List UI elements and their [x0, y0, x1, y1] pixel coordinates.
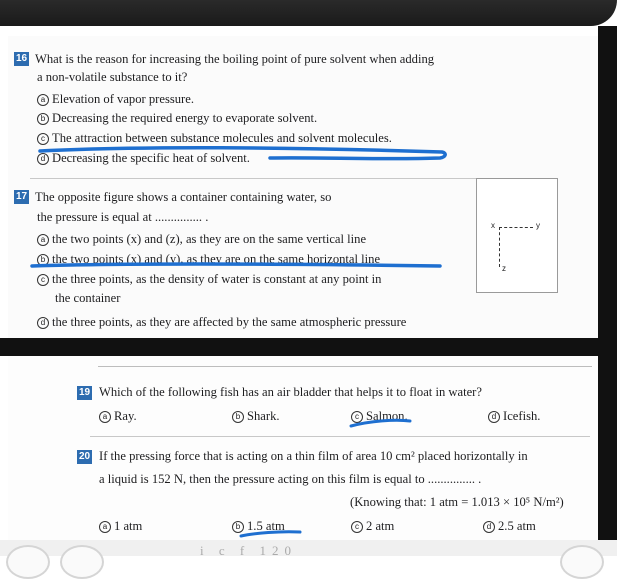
- point-x-label: x: [491, 221, 495, 230]
- q17-stem-line2: the pressure is equal at ............... .: [37, 210, 209, 224]
- option-marker-d: d: [483, 521, 495, 533]
- q20-option-d: [483, 518, 536, 534]
- page-divider: [0, 338, 598, 356]
- q17-option-c-continued: the container: [55, 291, 121, 305]
- option-marker-c: c: [37, 274, 49, 286]
- point-z-label: z: [502, 264, 506, 273]
- option-marker-c: c: [37, 133, 49, 145]
- q20-option-a: [99, 518, 142, 534]
- prev-page-button[interactable]: [6, 545, 50, 579]
- window-right-frame: [598, 26, 617, 556]
- q17-option-d-text: the three points, as they are affected by the same atmospheric pressure: [52, 315, 407, 329]
- vertical-dashed-line: [499, 227, 500, 267]
- option-marker-c: c: [351, 521, 363, 533]
- option-marker-b: b: [37, 254, 49, 266]
- q17-option-c: [37, 271, 381, 287]
- q19-option-b: [232, 408, 280, 424]
- q20-option-c: [351, 518, 394, 534]
- q19-number-badge: 19: [78, 387, 91, 398]
- q20-stem-line1: If the pressing force that is acting on a thin film of area 10 cm² placed horizontally in: [99, 449, 528, 463]
- q20-option-b-text: 1.5 atm: [247, 519, 285, 533]
- q17-number-badge: 17: [15, 191, 28, 202]
- q17-option-b-text: the two points (x) and (y), as they are on the same horizontal line: [52, 252, 381, 266]
- q19-option-a-text: Ray.: [114, 409, 137, 423]
- page-top-rule: [98, 366, 592, 367]
- q16-number-badge: 16: [15, 53, 28, 64]
- q20-option-c-text: 2 atm: [366, 519, 395, 533]
- q16-stem-line1: What is the reason for increasing the boiling point of pure solvent when adding: [35, 52, 435, 66]
- q20-option-d-text: 2.5 atm: [498, 519, 536, 533]
- q17-option-b: [37, 251, 380, 267]
- q16-option-c: [37, 130, 392, 146]
- q19-option-d-text: Icefish.: [503, 409, 541, 423]
- question-separator: [90, 436, 590, 437]
- q19-stem: Which of the following fish has an air bladder that helps it to float in water?: [99, 385, 482, 399]
- q19-option-b-text: Shark.: [247, 409, 280, 423]
- q19-option-a: [99, 408, 137, 424]
- q20-option-a-text: 1 atm: [114, 519, 143, 533]
- q17-option-a: [37, 231, 366, 247]
- option-marker-d: d: [488, 411, 500, 423]
- q19-option-c: [351, 408, 408, 424]
- q16-option-a: [37, 91, 194, 107]
- point-y-label: y: [536, 221, 540, 230]
- next-page-button[interactable]: [560, 545, 604, 579]
- q17-option-d: [37, 314, 406, 330]
- q16-option-b-text: Decreasing the required energy to evaporate solvent.: [52, 111, 318, 125]
- water-surface-line: [477, 178, 557, 179]
- option-marker-a: a: [37, 234, 49, 246]
- q19-option-d: [488, 408, 540, 424]
- window-top-frame: [0, 0, 617, 26]
- option-marker-b: b: [232, 411, 244, 423]
- q20-stem-line2: a liquid is 152 N, then the pressure acting on this film is equal to ............... .: [99, 472, 482, 486]
- option-marker-b: b: [232, 521, 244, 533]
- q17-option-c-text: the three points, as the density of water is constant at any point in: [52, 272, 382, 286]
- q19-option-c-text: Salmon.: [366, 409, 408, 423]
- q20-knowing-note: (Knowing that: 1 atm = 1.013 × 10⁵ N/m²): [350, 495, 564, 509]
- option-marker-b: b: [37, 113, 49, 125]
- question-separator: [30, 178, 550, 179]
- viewer-bottom-bar: [0, 540, 617, 556]
- option-marker-a: a: [37, 94, 49, 106]
- page-nav-button[interactable]: [60, 545, 104, 579]
- q17-option-a-text: the two points (x) and (z), as they are on the same vertical line: [52, 232, 367, 246]
- horizontal-dashed-line: [499, 227, 533, 228]
- q16-option-d-text: Decreasing the specific heat of solvent.: [52, 151, 250, 165]
- water-container-figure: [476, 178, 558, 293]
- option-marker-c: c: [351, 411, 363, 423]
- q16-stem-line2: a non-volatile substance to it?: [37, 70, 188, 84]
- q17-stem-line1: The opposite figure shows a container containing water, so: [35, 190, 332, 204]
- q16-option-c-text: The attraction between substance molecules and solvent molecules.: [52, 131, 392, 145]
- option-marker-a: a: [99, 521, 111, 533]
- option-marker-d: d: [37, 317, 49, 329]
- q16-option-a-text: Elevation of vapor pressure.: [52, 92, 194, 106]
- option-marker-a: a: [99, 411, 111, 423]
- page-indicator: i c f 120: [200, 543, 297, 558]
- option-marker-d: d: [37, 153, 49, 165]
- q16-option-b: [37, 110, 317, 126]
- q20-option-b: [232, 518, 285, 534]
- q16-option-d: [37, 150, 250, 166]
- q20-number-badge: 20: [78, 451, 91, 462]
